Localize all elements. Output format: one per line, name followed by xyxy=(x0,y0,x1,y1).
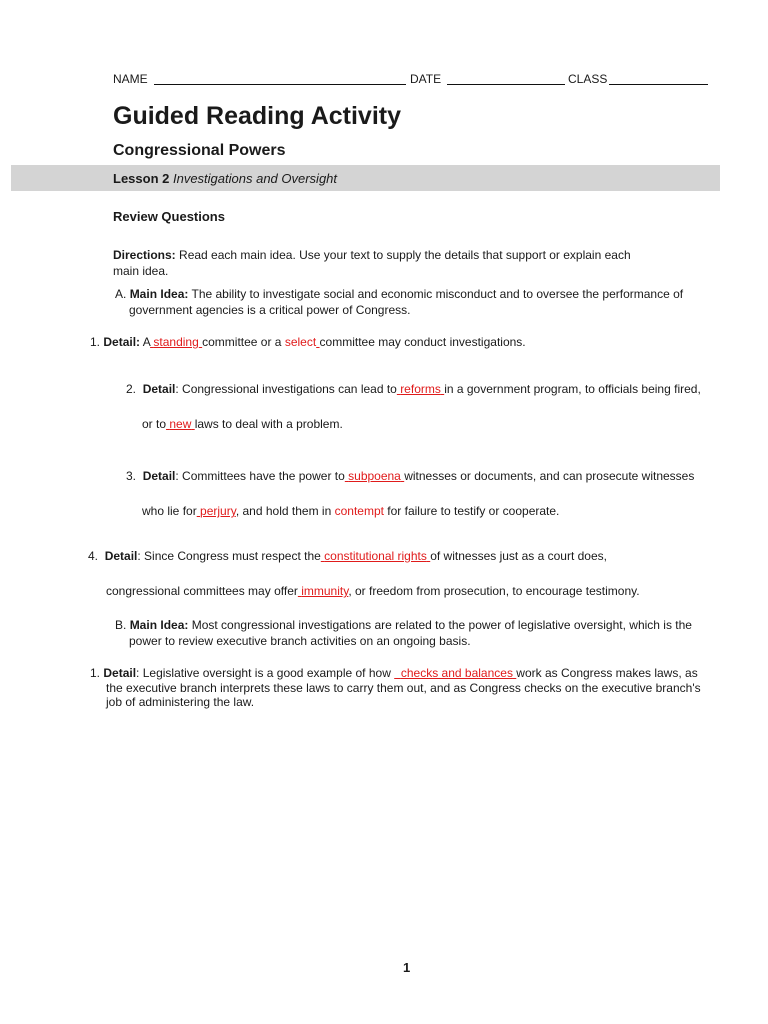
detail-text: for failure to testify or cooperate. xyxy=(387,504,560,518)
main-idea-b-line-2: power to review executive branch activities on an ongoing basis. xyxy=(129,634,471,648)
answer-reforms: reforms xyxy=(400,382,441,396)
detail-a4-line-2 xyxy=(106,584,640,598)
directions-text: Read each main idea. Use your text to supply the details that support or explain each xyxy=(179,248,631,262)
detail-text: , or freedom from prosecution, to encourage testimony. xyxy=(348,584,640,598)
lesson-topic: Investigations and Oversight xyxy=(172,171,338,186)
detail-text: laws to deal with a problem. xyxy=(194,417,343,431)
detail-text: witnesses or documents, and can prosecute witnesses xyxy=(404,469,695,483)
main-idea-b-marker: B. xyxy=(115,618,127,632)
directions-line-1 xyxy=(113,248,631,262)
answer-constitutional-rights: constitutional rights xyxy=(324,549,427,563)
page-title: Guided Reading Activity xyxy=(113,102,402,130)
class-label: CLASS xyxy=(568,72,608,86)
detail-a3-line-2 xyxy=(142,504,559,518)
detail-a1 xyxy=(90,335,526,349)
detail-text: , and hold them in xyxy=(235,504,332,518)
answer-subpoena: subpoena xyxy=(348,469,401,483)
answer-perjury: perjury xyxy=(200,504,236,518)
detail-text: : Since Congress must respect the xyxy=(137,549,321,563)
detail-number: 4. xyxy=(88,549,99,563)
directions-line-2: main idea. xyxy=(113,264,169,278)
detail-a3-line-1 xyxy=(126,469,694,483)
detail-a2-line-1 xyxy=(126,382,701,396)
answer-select: select xyxy=(284,335,317,349)
main-idea-a-line-2: government agencies is a critical power of Congress. xyxy=(129,303,411,317)
name-label: NAME xyxy=(113,72,148,86)
detail-a4-line-1 xyxy=(88,549,607,563)
detail-b1-line-2: the executive branch interprets these laws to carry them out, and as Congress checks on the executive branch's xyxy=(106,681,701,695)
detail-a2-line-2 xyxy=(142,417,343,431)
date-field[interactable] xyxy=(447,84,565,85)
main-idea-b-label: Main Idea: xyxy=(129,618,189,632)
detail-text: committee or a xyxy=(202,335,282,349)
detail-number: 2. xyxy=(126,382,137,396)
detail-text: of witnesses just as a court does, xyxy=(430,549,607,563)
class-field[interactable] xyxy=(609,84,708,85)
detail-text: congressional committees may offer xyxy=(106,584,298,598)
detail-number: 1. xyxy=(90,335,101,349)
main-idea-b-text: Most congressional investigations are related to the power of legislative oversight, which is the xyxy=(191,618,692,632)
detail-text: A xyxy=(142,335,151,349)
detail-text: work as Congress makes laws, as xyxy=(516,666,698,680)
detail-number: 3. xyxy=(126,469,137,483)
lesson-label: Lesson 2 xyxy=(113,171,170,186)
main-idea-a-label: Main Idea: xyxy=(129,287,189,301)
detail-b1-line-1 xyxy=(90,666,698,680)
section-heading: Review Questions xyxy=(113,209,225,224)
answer-new: new xyxy=(169,417,192,431)
answer-checks-and-balances: checks and balances xyxy=(400,666,513,680)
detail-number: 1. xyxy=(90,666,101,680)
main-idea-a-marker: A. xyxy=(115,287,127,301)
answer-immunity: immunity xyxy=(301,584,349,598)
detail-label: Detail xyxy=(142,382,176,396)
page-number: 1 xyxy=(403,960,411,975)
main-idea-a-text: The ability to investigate social and economic misconduct and to oversee the performance of xyxy=(191,287,684,301)
answer-standing: standing xyxy=(153,335,199,349)
page-subtitle: Congressional Powers xyxy=(113,142,286,159)
detail-text: : Congressional investigations can lead to xyxy=(175,382,397,396)
detail-label: Detail xyxy=(104,549,138,563)
answer-contempt: contempt xyxy=(334,504,384,518)
detail-text: in a government program, to officials being fired, xyxy=(444,382,701,396)
main-idea-a-line-1 xyxy=(115,287,683,301)
detail-text: who lie for xyxy=(142,504,197,518)
detail-b1-line-3: job of administering the law. xyxy=(106,695,255,709)
detail-text: : Legislative oversight is a good example of how xyxy=(136,666,391,680)
date-label: DATE xyxy=(410,72,442,86)
lesson-heading xyxy=(113,171,337,187)
name-field[interactable] xyxy=(154,84,406,85)
directions-label: Directions: xyxy=(113,248,176,262)
main-idea-b-line-1 xyxy=(115,618,692,632)
detail-text: : Committees have the power to xyxy=(175,469,345,483)
detail-label: Detail xyxy=(142,469,176,483)
detail-text: or to xyxy=(142,417,167,431)
detail-label: Detail: xyxy=(103,335,141,349)
detail-label: Detail xyxy=(103,666,137,680)
detail-text: committee may conduct investigations. xyxy=(319,335,526,349)
